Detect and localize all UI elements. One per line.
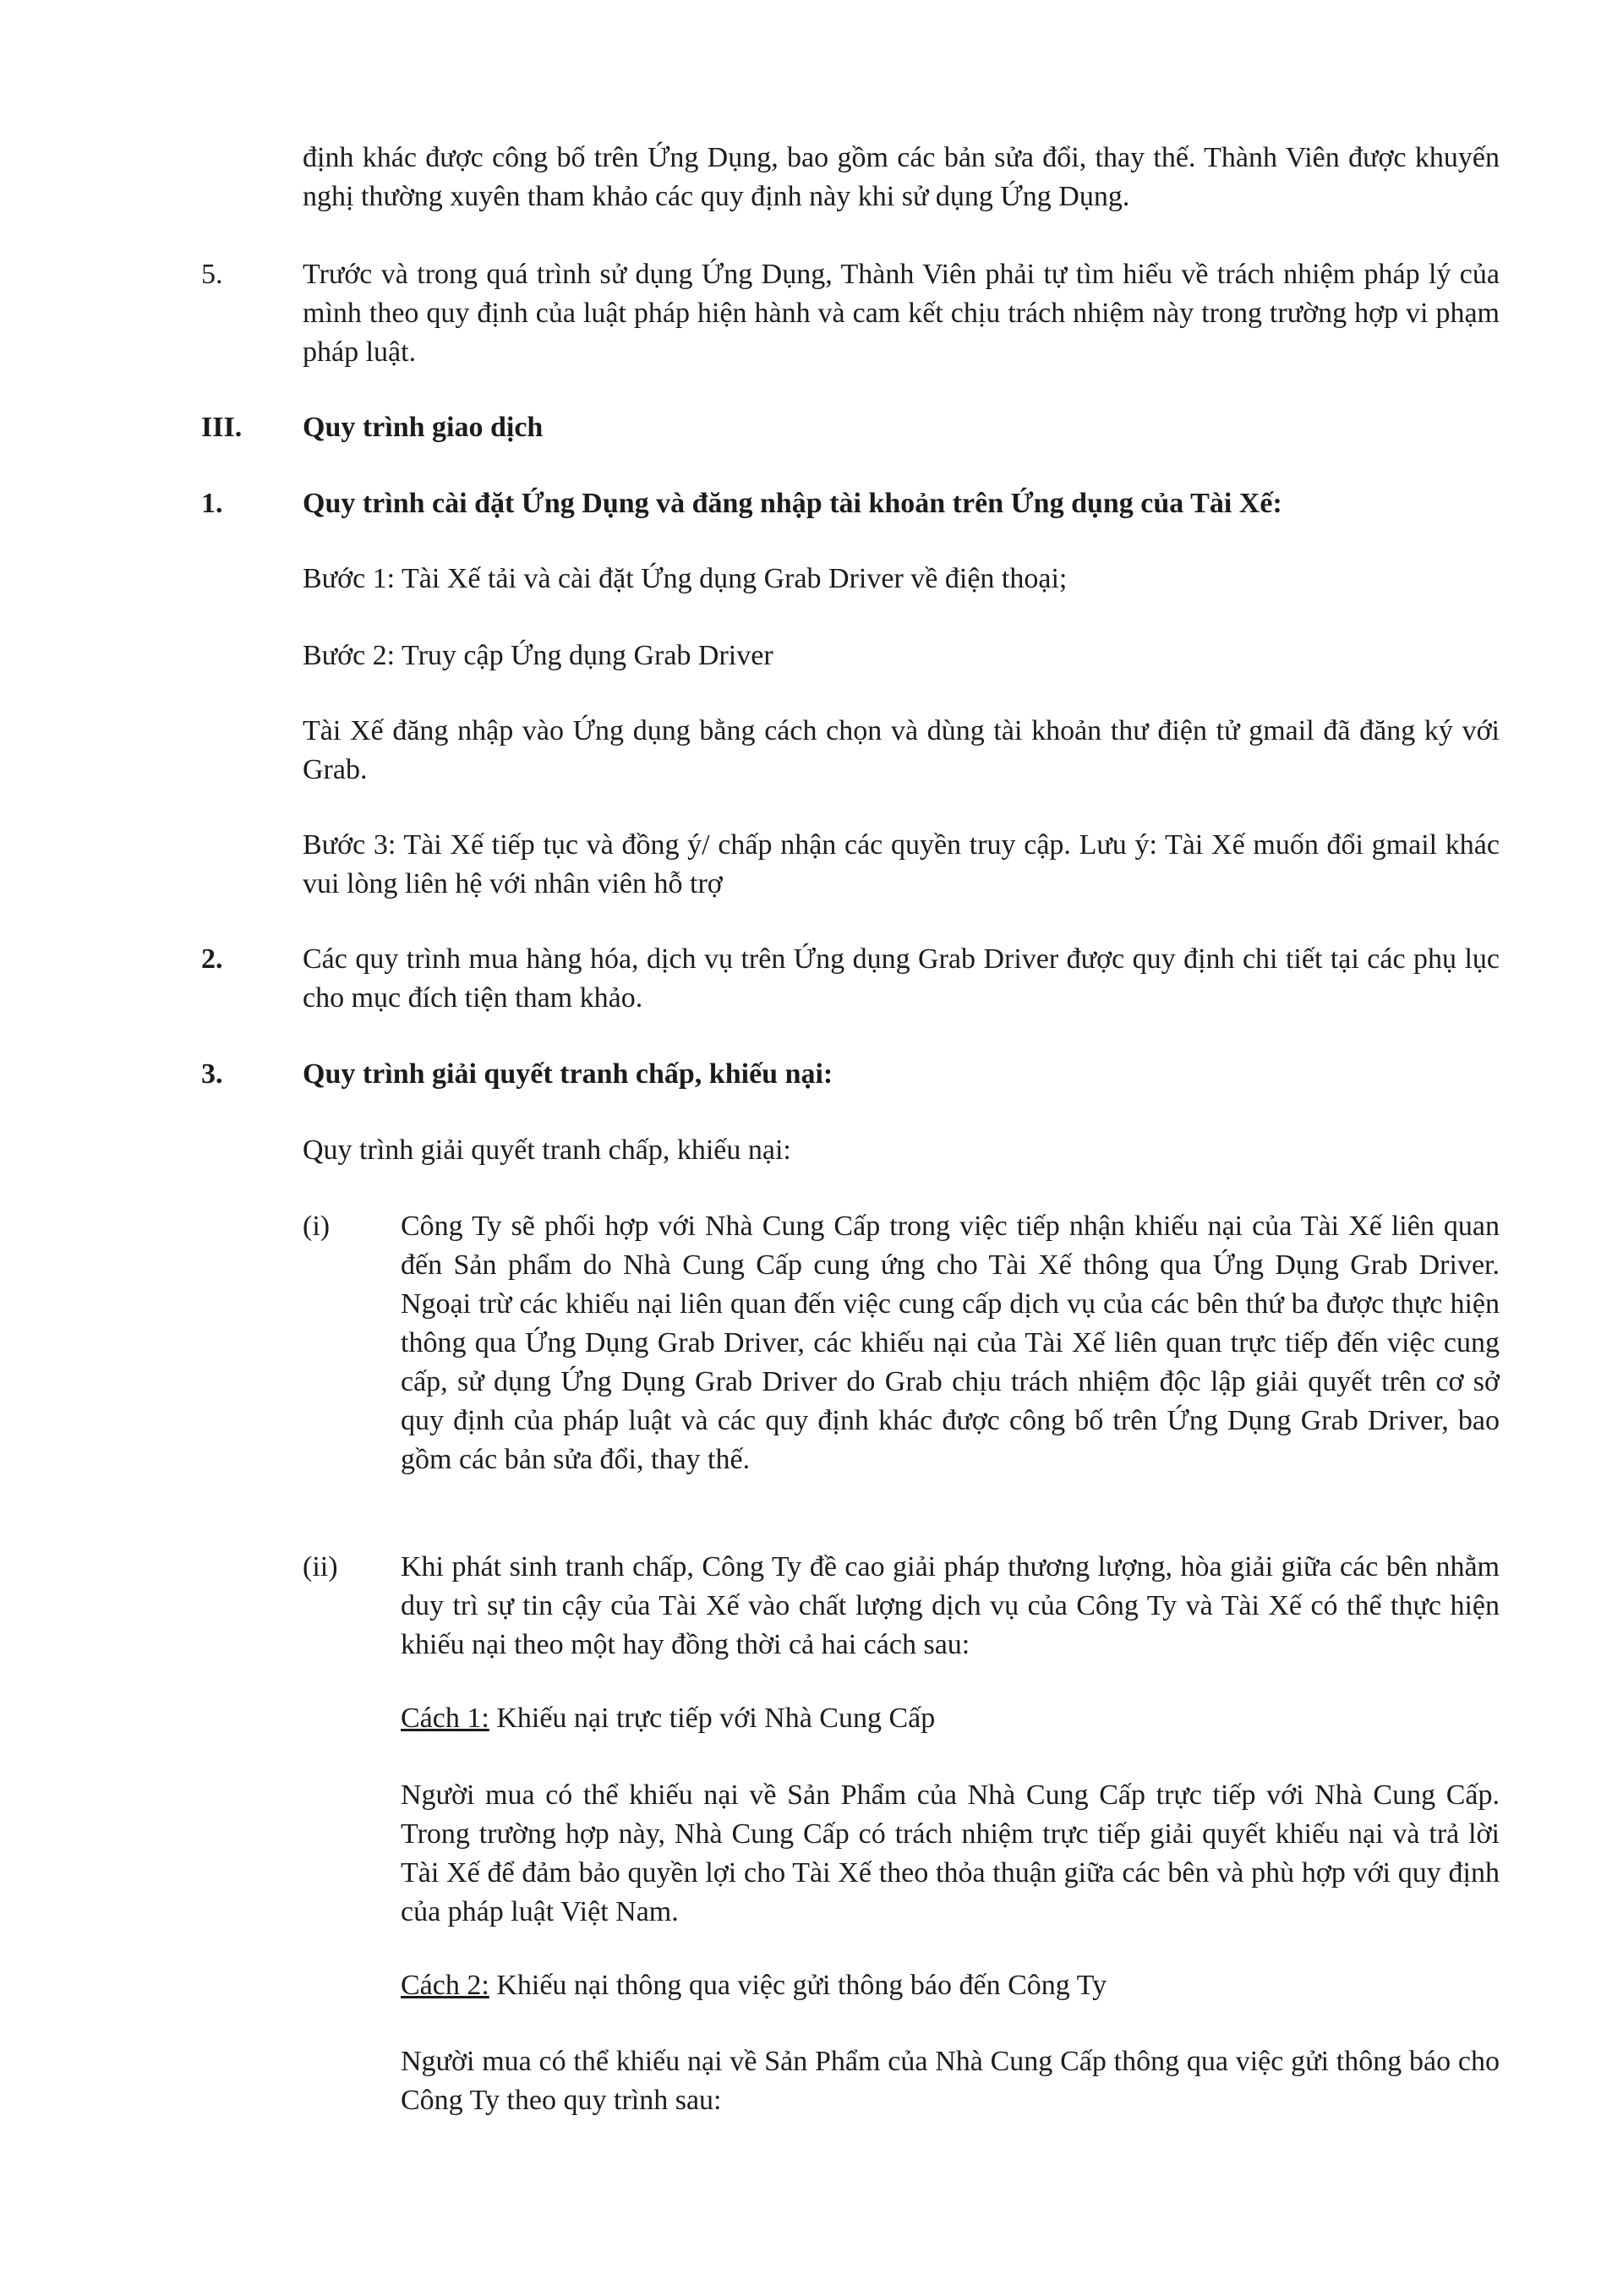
way-2-label: Cách 2:	[401, 1970, 489, 2001]
login-paragraph: Tài Xế đăng nhập vào Ứng dụng bằng cách chọn và dùng tài khoản thư điện tử gmail đã đăng ký với Grab.	[303, 715, 1500, 785]
subsection-1-number: 1.	[201, 488, 223, 519]
step-3: Bước 3: Tài Xế tiếp tục và đồng ý/ chấp nhận các quyền truy cập. Lưu ý: Tài Xế muốn đổi gmail khác vui lòng liên hệ với nhân viên hỗ trợ	[303, 829, 1500, 899]
item-ii-paragraph: Khi phát sinh tranh chấp, Công Ty đề cao giải pháp thương lượng, hòa giải giữa các bên nhằm duy trì sự tin cậy của Tài Xế vào chất lượng dịch vụ của Công Ty và Tài Xế có thể thực hiện khiếu nại theo một hay đồng thời cả hai cách sau:	[401, 1551, 1500, 1660]
item-5-number: 5.	[201, 259, 223, 290]
item-i-paragraph: Công Ty sẽ phối hợp với Nhà Cung Cấp trong việc tiếp nhận khiếu nại của Tài Xế liên quan đến Sản phẩm do Nhà Cung Cấp cung ứng cho Tài Xế thông qua Ứng Dụng Grab Driver. Ngoại trừ các khiếu nại liên quan đến việc cung cấp dịch vụ của các bên thứ ba được thực hiện thông qua Ứng Dụng Grab Driver, các khiếu nại của Tài Xế liên quan trực tiếp đến việc cung cấp, sử dụng Ứng Dụng Grab Driver do Grab chịu trách nhiệm độc lập giải quyết trên cơ sở quy định của pháp luật và các quy định khác được công bố trên Ứng Dụng Grab Driver, bao gồm các bản sửa đổi, thay thế.	[401, 1211, 1500, 1475]
way-1-title: Khiếu nại trực tiếp với Nhà Cung Cấp	[489, 1703, 936, 1734]
step-2: Bước 2: Truy cập Ứng dụng Grab Driver	[303, 640, 773, 671]
subsection-2-number: 2.	[201, 943, 223, 975]
item-i-marker: (i)	[303, 1211, 331, 1242]
way-1-heading	[401, 1699, 1500, 1738]
section-iii-number: III.	[201, 412, 243, 443]
item-ii-marker: (ii)	[303, 1551, 338, 1583]
way-2-heading	[401, 1966, 1500, 2005]
subsection-2-paragraph: Các quy trình mua hàng hóa, dịch vụ trên Ứng dụng Grab Driver được quy định chi tiết tại các phụ lục cho mục đích tiện tham khảo.	[303, 943, 1500, 1014]
subsection-3-heading: Quy trình giải quyết tranh chấp, khiếu nại:	[303, 1058, 833, 1090]
subsection-3-intro: Quy trình giải quyết tranh chấp, khiếu nại:	[303, 1134, 791, 1166]
way-1-paragraph: Người mua có thể khiếu nại về Sản Phẩm của Nhà Cung Cấp trực tiếp với Nhà Cung Cấp. Trong trường hợp này, Nhà Cung Cấp có trách nhiệm trực tiếp giải quyết khiếu nại và trả lời Tài Xế để đảm bảo quyền lợi cho Tài Xế theo thỏa thuận giữa các bên và phù hợp với quy định của pháp luật Việt Nam.	[401, 1779, 1500, 1927]
way-1-label: Cách 1:	[401, 1703, 489, 1734]
intro-paragraph: định khác được công bố trên Ứng Dụng, bao gồm các bản sửa đổi, thay thế. Thành Viên được khuyến nghị thường xuyên tham khảo các quy định này khi sử dụng Ứng Dụng.	[303, 142, 1500, 212]
section-iii-title: Quy trình giao dịch	[303, 412, 544, 443]
subsection-1-heading: Quy trình cài đặt Ứng Dụng và đăng nhập tài khoản trên Ứng dụng của Tài Xế:	[303, 488, 1282, 519]
way-2-title: Khiếu nại thông qua việc gửi thông báo đến Công Ty	[489, 1970, 1107, 2001]
item-5-paragraph: Trước và trong quá trình sử dụng Ứng Dụng, Thành Viên phải tự tìm hiểu về trách nhiệm pháp lý của mình theo quy định của luật pháp hiện hành và cam kết chịu trách nhiệm này trong trường hợp vi phạm pháp luật.	[303, 259, 1500, 368]
subsection-3-number: 3.	[201, 1058, 223, 1090]
way-2-paragraph: Người mua có thể khiếu nại về Sản Phẩm của Nhà Cung Cấp thông qua việc gửi thông báo cho Công Ty theo quy trình sau:	[401, 2046, 1500, 2116]
step-1: Bước 1: Tài Xế tải và cài đặt Ứng dụng Grab Driver về điện thoại;	[303, 563, 1068, 594]
